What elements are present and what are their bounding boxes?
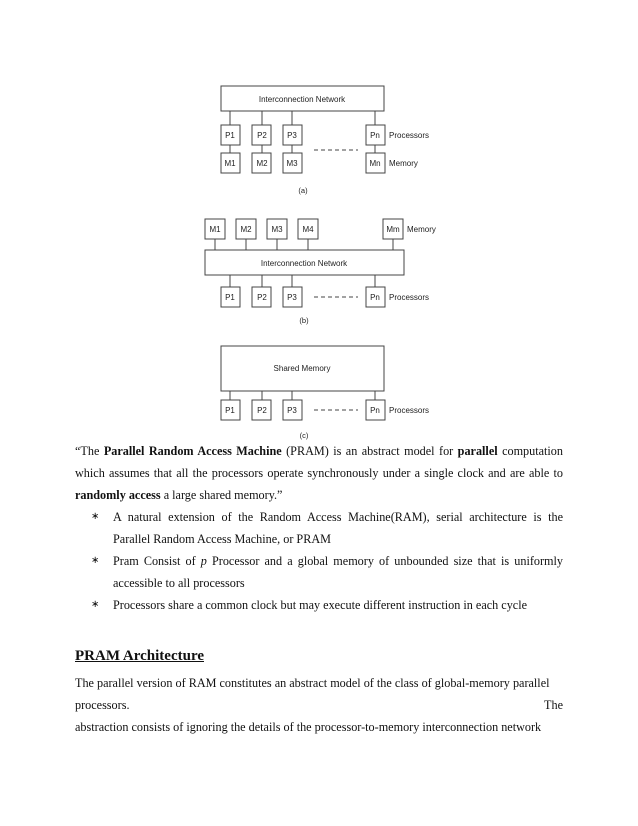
intro-text: computation which assumes that all the processors operate synchronously under a single clock and are able to [75,444,563,480]
list-item [75,506,563,550]
processor-label: Pn [370,293,380,302]
processor-label: P2 [257,131,267,140]
intro-bold-term: randomly access [75,488,161,502]
section-line [75,694,563,716]
bullet-text: Pram Consist of [113,554,201,568]
section-line-left: processors. [75,698,130,712]
memory-label: M3 [271,225,283,234]
memory-label: M2 [240,225,252,234]
diagram-c [221,346,429,440]
intro-section [75,440,563,616]
bullet-list [75,506,563,616]
section-line: abstraction consists of ignoring the details of the processor-to-memory interconnection network [75,720,542,734]
processors-label: Processors [389,406,430,415]
section-line: The parallel version of RAM constitutes an abstract model of the class of global-memory parallel [75,676,550,690]
processor-label: Pn [370,406,380,415]
intro-text: (PRAM) is an abstract model for [281,444,458,458]
bullet-mark: ∗ [91,599,100,610]
bullet-mark: ∗ [91,511,100,522]
list-item [75,594,563,616]
network-label: Interconnection Network [258,95,346,104]
processor-label: P3 [287,406,297,415]
section-body [75,672,563,738]
processor-label: P3 [287,293,297,302]
memory-row-label: Memory [389,159,418,168]
intro-bold-term: parallel [457,444,498,458]
processors-label: Processors [389,293,430,302]
memory-label: M4 [302,225,314,234]
caption-b: (b) [299,316,309,325]
list-item [75,550,563,594]
processor-label: P1 [225,131,235,140]
memory-label: Mn [369,159,381,168]
memory-label: M1 [224,159,236,168]
memory-row-label: Memory [407,225,436,234]
processors-label: Processors [389,131,430,140]
caption-a: (a) [298,186,308,195]
intro-bold-term: Parallel Random Access Machine [103,444,282,458]
memory-label: Mm [386,225,400,234]
processor-label: P1 [225,293,235,302]
bullet-text: Processor and a global memory of unbounded size that is uniformly accessible to all processors [113,554,563,590]
intro-text: “The [75,444,104,458]
bullet-text: Processors share a common clock but may execute different instruction in each cycle [113,598,527,612]
bullet-mark: ∗ [91,555,100,566]
intro-paragraph [75,440,563,506]
memory-label: M2 [256,159,268,168]
network-label: Interconnection Network [260,259,348,268]
processor-label: P2 [257,293,267,302]
caption-c: (c) [299,431,309,440]
intro-text: a large shared memory.” [160,488,283,502]
section-heading: PRAM Architecture [75,648,204,664]
diagram-b [205,219,436,325]
memory-label: M3 [286,159,298,168]
processor-label: P1 [225,406,235,415]
bullet-italic: p [200,554,207,568]
memory-label: M1 [209,225,221,234]
bullet-text: A natural extension of the Random Access Machine(RAM), serial architecture is the Parallel Random Access Machine, or PRAM [113,510,563,546]
shared-memory-label: Shared Memory [273,364,331,373]
diagram-a [221,86,429,195]
processor-label: P3 [287,131,297,140]
processor-label: P2 [257,406,267,415]
processor-label: Pn [370,131,380,140]
section-line-right: The [544,698,563,712]
